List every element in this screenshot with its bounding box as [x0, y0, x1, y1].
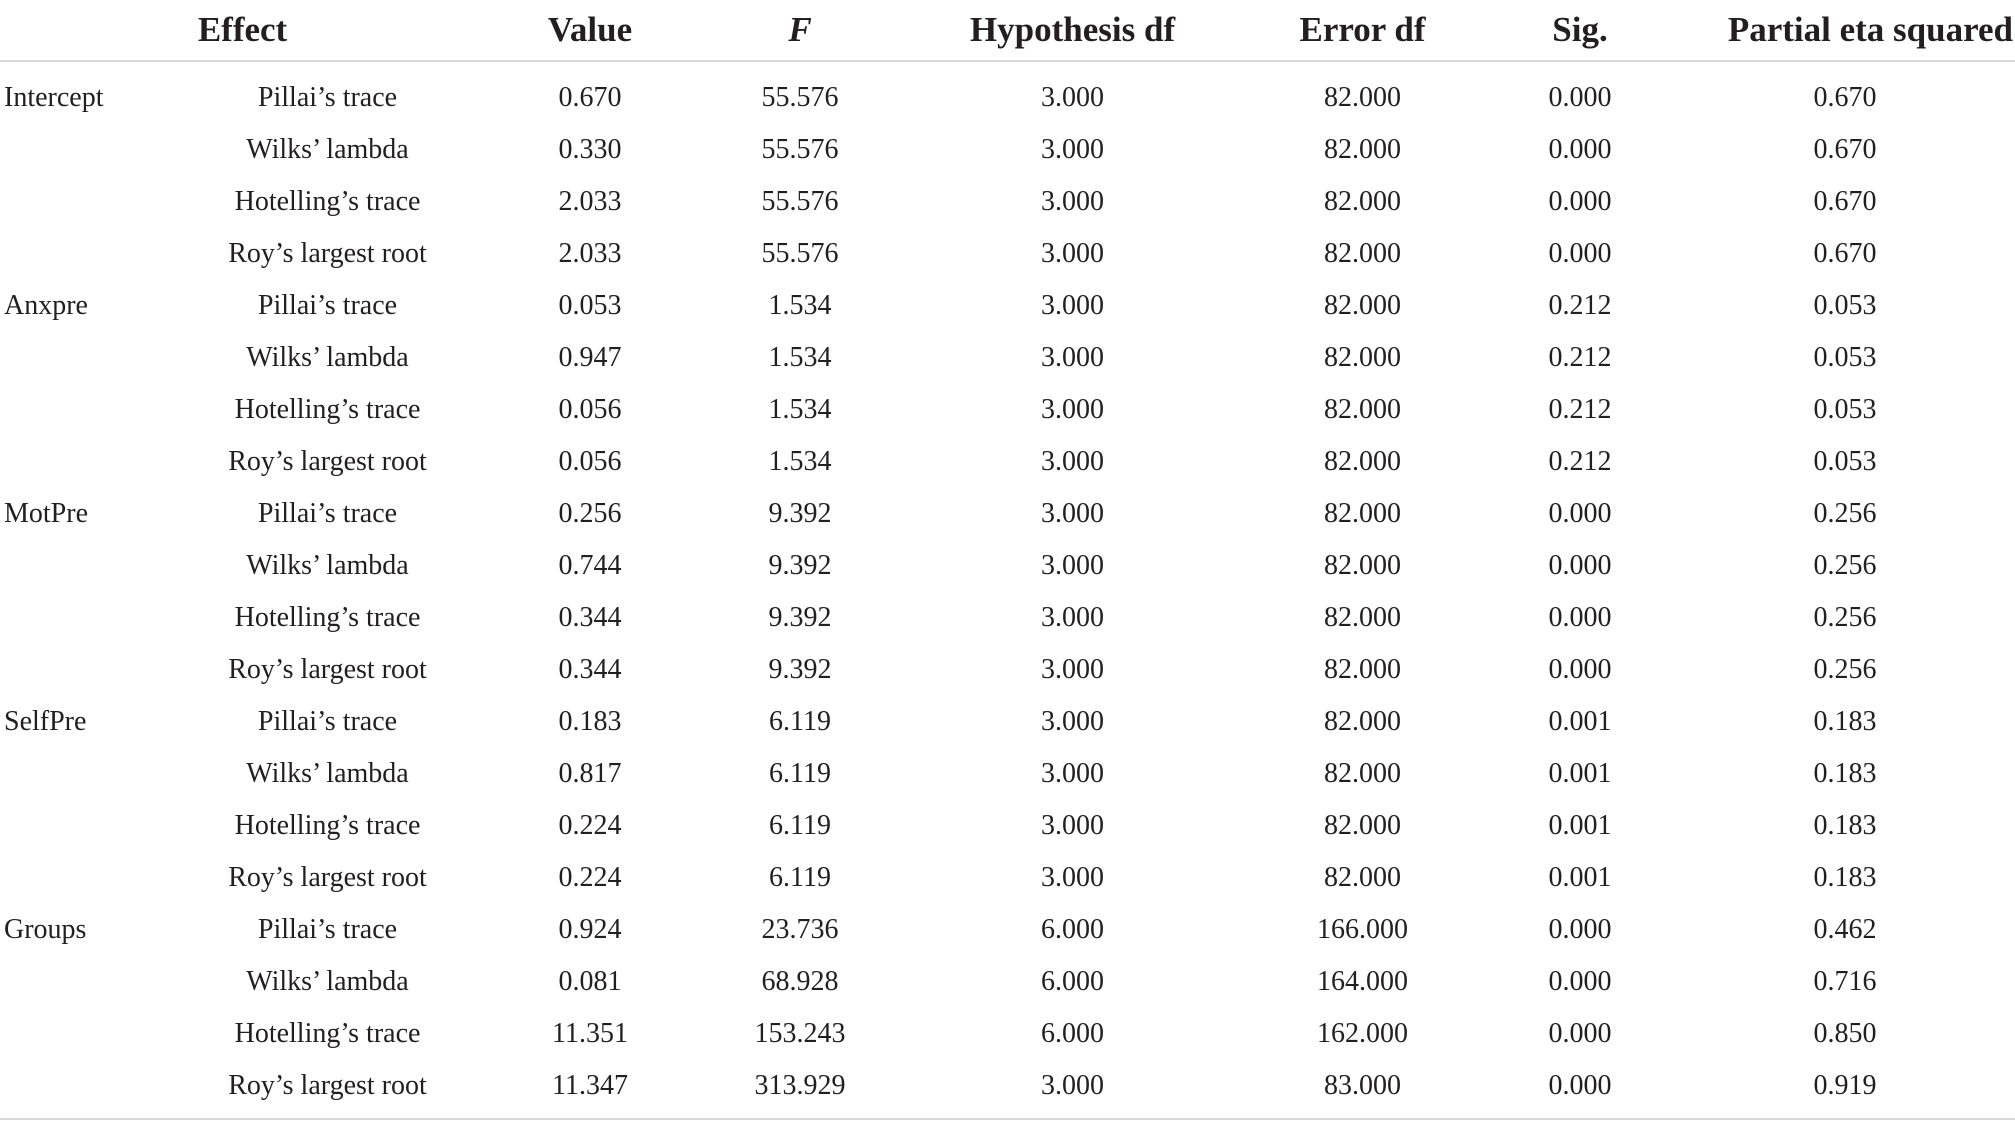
cell-effect: Anxpre [4, 290, 88, 321]
table-row [0, 436, 2015, 488]
cell-sig: 0.000 [1548, 602, 1612, 633]
table-row [0, 228, 2015, 280]
cell-effect: SelfPre [4, 706, 87, 737]
cell-hypothesis-df: 3.000 [1041, 342, 1105, 373]
cell-error-df: 82.000 [1324, 446, 1402, 477]
cell-hypothesis-df: 3.000 [1041, 290, 1105, 321]
cell-error-df: 82.000 [1324, 758, 1402, 789]
cell-f: 313.929 [695, 1060, 905, 1119]
cell-test-statistic: Roy’s largest root [170, 1060, 485, 1119]
table-row [0, 332, 2015, 384]
table-row [0, 852, 2015, 904]
table-row [0, 800, 2015, 852]
cell-error-df: 82.000 [1324, 290, 1402, 321]
cell-partial-eta-squared: 0.850 [1813, 1018, 1877, 1049]
cell-effect [0, 124, 170, 176]
cell-effect: Intercept [4, 82, 104, 113]
cell-partial-eta-squared: 0.716 [1813, 966, 1877, 997]
header-error-df: Error df [1240, 0, 1485, 61]
cell-partial-eta-squared: 0.462 [1813, 914, 1877, 945]
cell-sig: 0.000 [1548, 238, 1612, 269]
cell-value: 0.056 [558, 446, 622, 477]
cell-sig: 0.212 [1548, 290, 1612, 321]
cell-sig: 0.000 [1548, 914, 1612, 945]
cell-hypothesis-df: 3.000 [905, 1060, 1240, 1119]
cell-sig: 0.212 [1548, 446, 1612, 477]
cell-partial-eta-squared: 0.256 [1813, 654, 1877, 685]
cell-sig: 0.000 [1548, 654, 1612, 685]
cell-error-df: 82.000 [1324, 498, 1402, 529]
table-row [0, 540, 2015, 592]
cell-value: 0.224 [558, 862, 622, 893]
cell-f: 9.392 [768, 550, 832, 581]
cell-f: 1.534 [768, 290, 832, 321]
header-hypothesis-df: Hypothesis df [905, 0, 1240, 61]
cell-partial-eta-squared: 0.670 [1813, 134, 1877, 165]
header-partial-eta-squared: Partial eta squared [1675, 0, 2015, 61]
cell-effect [0, 332, 170, 384]
cell-error-df: 82.000 [1324, 550, 1402, 581]
cell-f: 9.392 [768, 654, 832, 685]
cell-hypothesis-df: 3.000 [1041, 186, 1105, 217]
cell-value: 2.033 [558, 238, 622, 269]
cell-error-df: 82.000 [1324, 134, 1402, 165]
cell-partial-eta-squared: 0.670 [1813, 186, 1877, 217]
cell-f: 6.119 [769, 758, 831, 789]
cell-error-df: 82.000 [1324, 810, 1402, 841]
cell-partial-eta-squared: 0.670 [1813, 82, 1877, 113]
cell-partial-eta-squared: 0.183 [1813, 810, 1877, 841]
cell-partial-eta-squared: 0.256 [1813, 602, 1877, 633]
table-row [0, 644, 2015, 696]
cell-hypothesis-df: 3.000 [1041, 238, 1105, 269]
cell-error-df: 82.000 [1324, 602, 1402, 633]
cell-f: 1.534 [768, 394, 832, 425]
cell-sig: 0.000 [1548, 186, 1612, 217]
cell-sig: 0.001 [1548, 810, 1612, 841]
cell-f: 6.119 [769, 810, 831, 841]
cell-effect [0, 852, 170, 904]
cell-hypothesis-df: 3.000 [1041, 550, 1105, 581]
cell-test-statistic: Roy’s largest root [228, 654, 427, 685]
cell-test-statistic: Hotelling’s trace [234, 186, 421, 217]
table-row [0, 748, 2015, 800]
cell-error-df: 82.000 [1324, 342, 1402, 373]
cell-f: 55.576 [761, 238, 839, 269]
cell-error-df: 82.000 [1324, 186, 1402, 217]
cell-sig: 0.001 [1548, 706, 1612, 737]
cell-f: 6.119 [769, 862, 831, 893]
cell-effect: Groups [4, 914, 87, 945]
cell-effect [0, 956, 170, 1008]
cell-hypothesis-df: 3.000 [1041, 862, 1105, 893]
cell-test-statistic: Pillai’s trace [257, 914, 398, 945]
cell-error-df: 82.000 [1324, 238, 1402, 269]
cell-test-statistic: Pillai’s trace [257, 498, 398, 529]
header-value: Value [485, 0, 695, 61]
table-row [0, 61, 2015, 124]
cell-value: 0.053 [558, 290, 622, 321]
table-row [0, 904, 2015, 956]
cell-hypothesis-df: 3.000 [1041, 394, 1105, 425]
cell-f: 68.928 [761, 966, 839, 997]
cell-error-df: 82.000 [1324, 862, 1402, 893]
cell-partial-eta-squared: 0.053 [1813, 342, 1877, 373]
cell-value: 0.183 [558, 706, 622, 737]
cell-test-statistic: Roy’s largest root [228, 446, 427, 477]
cell-f: 23.736 [761, 914, 839, 945]
cell-test-statistic: Roy’s largest root [228, 862, 427, 893]
cell-sig: 0.000 [1485, 1060, 1675, 1119]
cell-value: 0.924 [558, 914, 622, 945]
cell-test-statistic: Hotelling’s trace [234, 1018, 421, 1049]
cell-f: 55.576 [761, 82, 839, 113]
cell-sig: 0.000 [1548, 498, 1612, 529]
cell-value: 0.817 [558, 758, 622, 789]
cell-effect [0, 436, 170, 488]
cell-test-statistic: Pillai’s trace [257, 290, 398, 321]
cell-sig: 0.212 [1548, 342, 1612, 373]
table-row [0, 384, 2015, 436]
cell-value: 0.344 [558, 654, 622, 685]
cell-hypothesis-df: 3.000 [1041, 498, 1105, 529]
table-body [0, 61, 2015, 1119]
cell-error-df: 83.000 [1240, 1060, 1485, 1119]
cell-f: 55.576 [761, 134, 839, 165]
cell-f: 6.119 [769, 706, 831, 737]
cell-partial-eta-squared: 0.053 [1813, 394, 1877, 425]
cell-sig: 0.000 [1548, 134, 1612, 165]
cell-sig: 0.000 [1548, 550, 1612, 581]
table-row [0, 1060, 2015, 1119]
cell-value: 0.670 [558, 82, 622, 113]
cell-error-df: 162.000 [1317, 1018, 1409, 1049]
cell-hypothesis-df: 6.000 [1041, 914, 1105, 945]
table-row [0, 1008, 2015, 1060]
header-f: F [695, 0, 905, 61]
cell-partial-eta-squared: 0.183 [1813, 758, 1877, 789]
cell-partial-eta-squared: 0.053 [1813, 446, 1877, 477]
cell-value: 2.033 [558, 186, 622, 217]
table-header-row [0, 0, 2015, 61]
cell-effect [0, 384, 170, 436]
cell-test-statistic: Wilks’ lambda [246, 758, 409, 789]
cell-value: 0.056 [558, 394, 622, 425]
cell-error-df: 82.000 [1324, 706, 1402, 737]
cell-hypothesis-df: 3.000 [1041, 706, 1105, 737]
cell-test-statistic: Hotelling’s trace [234, 602, 421, 633]
cell-partial-eta-squared: 0.919 [1675, 1060, 2015, 1119]
cell-f: 55.576 [761, 186, 839, 217]
cell-partial-eta-squared: 0.670 [1813, 238, 1877, 269]
cell-effect [0, 1060, 170, 1119]
table-row [0, 956, 2015, 1008]
cell-value: 0.744 [558, 550, 622, 581]
cell-value: 0.330 [558, 134, 622, 165]
cell-f: 1.534 [768, 342, 832, 373]
cell-effect [0, 540, 170, 592]
cell-sig: 0.000 [1548, 1018, 1612, 1049]
cell-sig: 0.000 [1548, 82, 1612, 113]
cell-error-df: 82.000 [1324, 82, 1402, 113]
cell-test-statistic: Wilks’ lambda [246, 342, 409, 373]
cell-f: 9.392 [768, 498, 832, 529]
cell-effect [0, 228, 170, 280]
cell-sig: 0.212 [1548, 394, 1612, 425]
cell-effect [0, 800, 170, 852]
cell-test-statistic: Pillai’s trace [257, 82, 398, 113]
cell-effect [0, 176, 170, 228]
cell-sig: 0.000 [1548, 966, 1612, 997]
cell-hypothesis-df: 3.000 [1041, 654, 1105, 685]
cell-error-df: 82.000 [1324, 394, 1402, 425]
cell-hypothesis-df: 6.000 [1041, 966, 1105, 997]
cell-error-df: 166.000 [1317, 914, 1409, 945]
table-row [0, 592, 2015, 644]
cell-effect [0, 748, 170, 800]
cell-value: 0.256 [558, 498, 622, 529]
table-row [0, 696, 2015, 748]
cell-error-df: 164.000 [1317, 966, 1409, 997]
cell-value: 0.224 [558, 810, 622, 841]
cell-hypothesis-df: 3.000 [1041, 82, 1105, 113]
cell-partial-eta-squared: 0.256 [1813, 498, 1877, 529]
cell-test-statistic: Hotelling’s trace [234, 394, 421, 425]
header-effect: Effect [0, 0, 485, 61]
cell-hypothesis-df: 3.000 [1041, 602, 1105, 633]
cell-value: 11.351 [552, 1018, 628, 1049]
cell-value: 0.947 [558, 342, 622, 373]
cell-error-df: 82.000 [1324, 654, 1402, 685]
table-row [0, 124, 2015, 176]
cell-f: 153.243 [754, 1018, 846, 1049]
header-sig: Sig. [1485, 0, 1675, 61]
cell-test-statistic: Roy’s largest root [228, 238, 427, 269]
cell-effect [0, 644, 170, 696]
cell-effect [0, 592, 170, 644]
cell-hypothesis-df: 6.000 [1041, 1018, 1105, 1049]
cell-test-statistic: Wilks’ lambda [246, 966, 409, 997]
cell-hypothesis-df: 3.000 [1041, 758, 1105, 789]
cell-hypothesis-df: 3.000 [1041, 810, 1105, 841]
cell-hypothesis-df: 3.000 [1041, 134, 1105, 165]
cell-value: 0.081 [558, 966, 622, 997]
cell-sig: 0.001 [1548, 758, 1612, 789]
cell-value: 0.344 [558, 602, 622, 633]
cell-value: 11.347 [485, 1060, 695, 1119]
cell-partial-eta-squared: 0.256 [1813, 550, 1877, 581]
cell-f: 1.534 [768, 446, 832, 477]
cell-sig: 0.001 [1548, 862, 1612, 893]
cell-test-statistic: Pillai’s trace [257, 706, 398, 737]
table-row [0, 176, 2015, 228]
cell-test-statistic: Hotelling’s trace [234, 810, 421, 841]
cell-partial-eta-squared: 0.053 [1813, 290, 1877, 321]
cell-test-statistic: Wilks’ lambda [246, 550, 409, 581]
table-row [0, 280, 2015, 332]
cell-test-statistic: Wilks’ lambda [246, 134, 409, 165]
cell-partial-eta-squared: 0.183 [1813, 862, 1877, 893]
table-row [0, 488, 2015, 540]
cell-effect: MotPre [4, 498, 88, 529]
cell-f: 9.392 [768, 602, 832, 633]
cell-hypothesis-df: 3.000 [1041, 446, 1105, 477]
cell-partial-eta-squared: 0.183 [1813, 706, 1877, 737]
cell-effect [0, 1008, 170, 1060]
